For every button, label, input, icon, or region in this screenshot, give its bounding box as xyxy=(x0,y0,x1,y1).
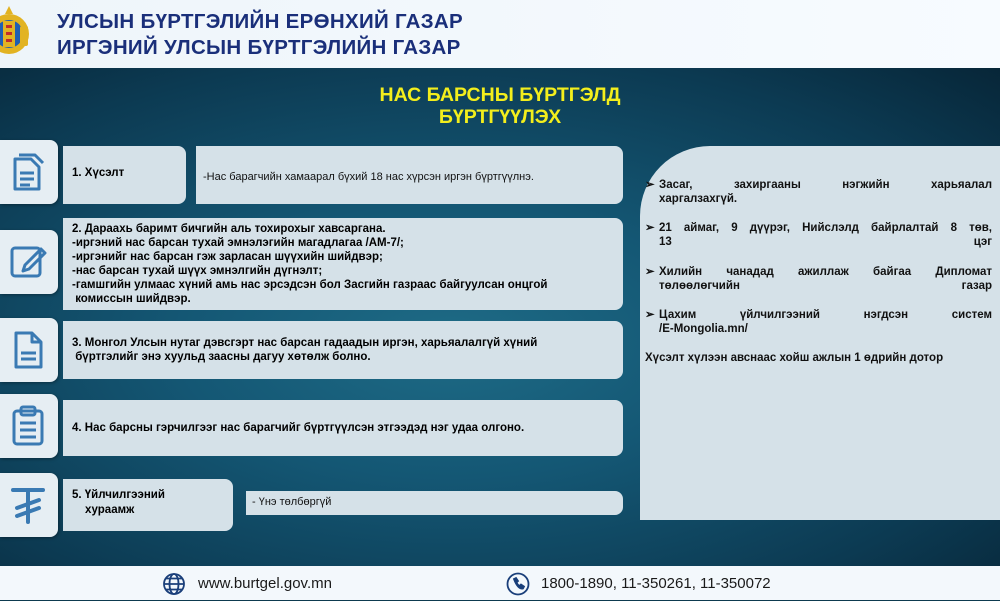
bullet-arrow-icon: ➢ xyxy=(645,309,655,321)
bullet-2-line1: 21 аймаг, 9 дүүрэг, Нийслэлд байрлалтай 8 төв, xyxy=(659,222,992,234)
step-2-line-4: -нас барсан тухай шүүх эмнэлгийн дүгнэлт; xyxy=(72,265,323,277)
step-5-label-box xyxy=(63,479,233,531)
step-5-value: - Үнэ төлбөргүй xyxy=(252,496,332,508)
bullet-arrow-icon: ➢ xyxy=(645,222,655,234)
website-link[interactable]: www.burtgel.gov.mn xyxy=(198,575,332,592)
main-title-line1: НАС БАРСНЫ БҮРТГЭЛД xyxy=(379,84,621,106)
edit-icon xyxy=(0,230,58,294)
step-3-box xyxy=(63,321,623,379)
step-3-line-2: бүртгэлийг энэ хуульд заасны дагуу хөтөлж болно. xyxy=(72,351,371,363)
phone-numbers: 1800-1890, 11-350261, 11-350072 xyxy=(541,575,771,592)
bullet-1-line1: Засаг, захиргааны нэгжийн харьяалал xyxy=(659,179,992,191)
step-2-line-3: -иргэнийг нас барсан гэж зарласан шүүхийн шийдвэр; xyxy=(72,251,383,263)
bullet-3-line1: Хилийн чанадад ажиллаж байгаа Дипломат xyxy=(659,266,992,278)
bullet-4-line1: Цахим үйлчилгээний нэгдсэн систем xyxy=(659,309,992,321)
state-emblem-icon xyxy=(0,4,30,64)
phone-icon xyxy=(506,572,530,601)
main-panel xyxy=(0,68,1000,566)
globe-icon xyxy=(162,572,186,601)
bullet-3-line2: төлөөлөгчийн газар xyxy=(659,280,992,292)
step-5-value-box xyxy=(246,491,623,515)
processing-time-note: Хүсэлт хүлээн авснаас хойш ажлын 1 өдрийн дотор xyxy=(645,352,944,364)
document-icon xyxy=(0,140,58,204)
footer xyxy=(0,566,1000,600)
tugrik-icon xyxy=(0,473,58,537)
bullet-4-line2: /E-Mongolia.mn/ xyxy=(659,323,748,335)
step-3-line-1: 3. Монгол Улсын нутаг дэвсгэрт нас барсан гадаадын иргэн, харьяалалгүй хүний xyxy=(72,337,538,349)
header-title-line1: УЛСЫН БҮРТГЭЛИЙН ЕРӨНХИЙ ГАЗАР xyxy=(57,10,463,33)
step-5-label-line2: хураамж xyxy=(85,504,135,516)
clipboard-icon xyxy=(0,394,58,458)
step-2-line-1: 2. Дараахь баримт бичгийн аль тохирохыг хавсаргана. xyxy=(72,223,386,235)
step-1-value: -Нас барагчийн хамаарал бүхий 18 нас хүрсэн иргэн бүртгүүлнэ. xyxy=(203,171,534,183)
header xyxy=(0,0,1000,68)
step-4-box xyxy=(63,400,623,456)
main-title-line2: БҮРТГҮҮЛЭХ xyxy=(438,106,562,128)
step-1-label-box xyxy=(63,146,186,204)
step-4-label: 4. Нас барсны гэрчилгээг нас барагчийг бүртгүүлсэн этгээдэд нэг удаа олгоно. xyxy=(72,422,525,434)
step-1-label: 1. Хүсэлт xyxy=(72,167,125,179)
step-2-line-2: -иргэний нас барсан тухай эмнэлэгийн магадлагаа /АМ-7/; xyxy=(72,237,404,249)
step-1-value-box xyxy=(196,146,623,204)
step-2-line-6: комиссын шийдвэр. xyxy=(72,293,191,305)
file-icon xyxy=(0,318,58,382)
bullet-2-line2: 13 цэг xyxy=(659,236,992,248)
step-2-box xyxy=(63,218,623,310)
bullet-arrow-icon: ➢ xyxy=(645,179,655,191)
bullet-arrow-icon: ➢ xyxy=(645,266,655,278)
bullet-1-line2: харгалзахгүй. xyxy=(659,193,738,205)
step-5-label-line1: 5. Үйлчилгээний xyxy=(72,489,165,501)
step-2-line-5: -гамшгийн улмаас хүний амь нас эрсэдсэн бол Засгийн газраас байгуулсан онцгой xyxy=(72,279,548,291)
header-title-line2: ИРГЭНИЙ УЛСЫН БҮРТГЭЛИЙН ГАЗАР xyxy=(57,36,461,59)
